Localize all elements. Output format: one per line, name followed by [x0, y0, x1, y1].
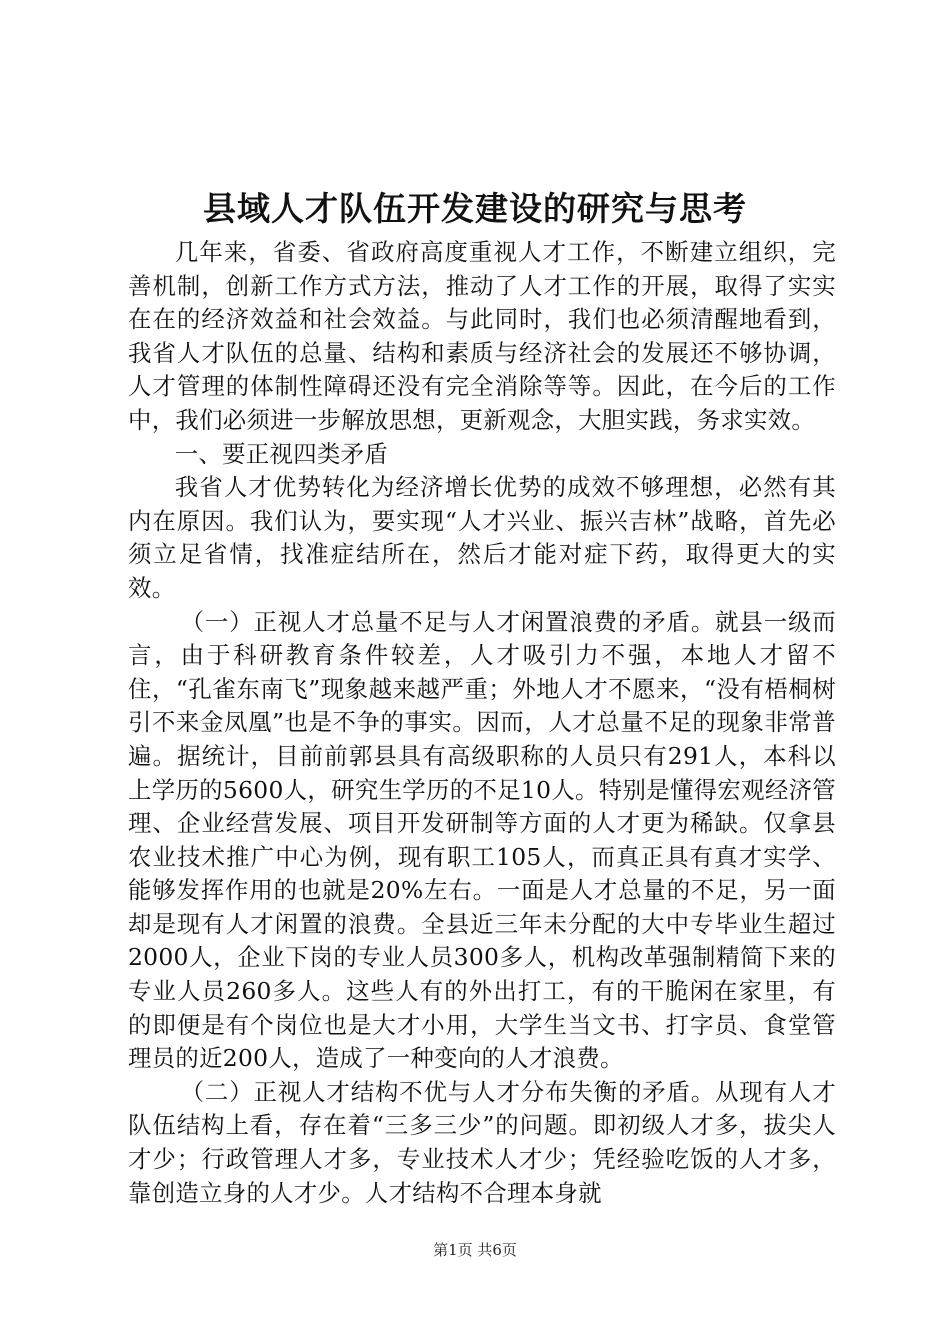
body-paragraph: （二）正视人才结构不优与人才分布失衡的矛盾。从现有人才队伍结构上看，存在着“三多三少”的问题。即初级人才多，拔尖人才少；行政管理人才多，专业技术人才少；凭经验吃饭的人才多，靠创造立身的人才少。人才结构不合理本身就 — [128, 1077, 836, 1207]
document-body — [128, 236, 836, 1210]
section-heading: 一、要正视四类矛盾 — [174, 439, 389, 468]
body-paragraph: （一）正视人才总量不足与人才闲置浪费的矛盾。就县一级而言，由于科研教育条件较差，人才吸引力不强，本地人才留不住，“孔雀东南飞”现象越来越严重；外地人才不愿来，“没有梧桐树引不来金凤凰”也是不争的事实。因而，人才总量不足的现象非常普遍。据统计，目前前郭县具有高级职称的人员只有291人，本科以上学历的5600人，研究生学历的不足10人。特别是懂得宏观经济管理、企业经营发展、项目开发研制等方面的人才更为稀缺。仅拿县农业技术推广中心为例，现有职工105人，而真正具有真才实学、能够发挥作用的也就是20%左右。一面是人才总量的不足，另一面却是现有人才闲置的浪费。全县近三年未分配的大中专毕业生超过2000人，企业下岗的专业人员300多人，机构改革强制精简下来的专业人员260多人。这些人有的外出打工，有的干脆闲在家里，有的即便是有个岗位也是大才小用，大学生当文书、打字员、食堂管理员的近200人，造成了一种变向的人才浪费。 — [128, 607, 836, 1073]
page-number-footer: 第1页 共6页 — [433, 1241, 517, 1259]
body-paragraph: 我省人才优势转化为经济增长优势的成效不够理想，必然有其内在原因。我们认为，要实现“人才兴业、振兴吉林”战略，首先必须立足省情，找准症结所在，然后才能对症下药，取得更大的实效。 — [128, 473, 836, 602]
intro-paragraph: 几年来，省委、省政府高度重视人才工作，不断建立组织，完善机制，创新工作方式方法，推动了人才工作的开展，取得了实实在在的经济效益和社会效益。与此同时，我们也必须清醒地看到，我省人才队伍的总量、结构和素质与经济社会的发展还不够协调，人才管理的体制性障碍还没有完全消除等等。因此，在今后的工作中，我们必须进一步解放思想，更新观念，大胆实践，务求实效。 — [128, 238, 836, 434]
document-title: 县域人才队伍开发建设的研究与思考 — [203, 189, 747, 228]
